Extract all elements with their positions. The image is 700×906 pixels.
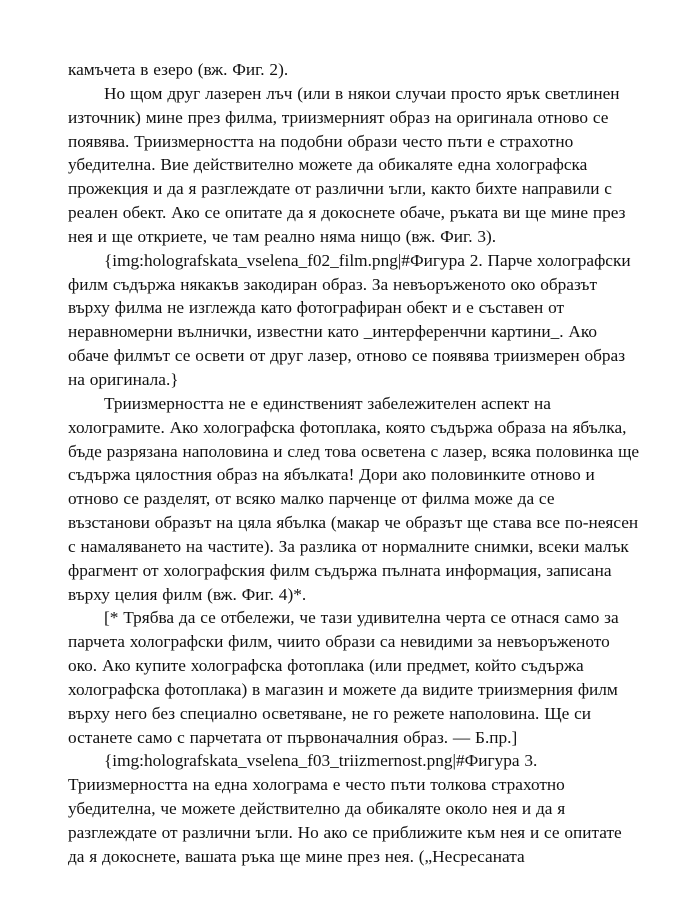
paragraph-hologram-reappears: Но щом друг лазерен лъч (или в някои случаи просто ярък светлинен източник) мине през филма, триизмерният образ на оригинала отново се появява. Триизмерността на подобни образи често пъти е страхотно убедителна. Вие действително можете да обикаляте една холографска прожекция и да я разглеждате от различни ъгли, както бихте направили с реален обект. Ако се опитате да я докоснете обаче, ръката ви ще мине през нея и ще откриете, че там реално няма нищо (вж. Фиг. 3). bbox=[68, 83, 626, 246]
figure-2-caption: {img:holografskata_vselena_f02_film.png|#Фигура 2. Парче холографски филм съдържа някакъв закодиран образ. За невъоръженото око образът върху филма не изглежда като фотографиран обект и е съставен от неравномерни вълнички, известни като _интерференчни картини_. Ако обаче филмът се освети от друг лазер, отново се появява триизмерен образ на оригинала.} bbox=[68, 250, 631, 389]
translator-footnote: [* Трябва да се отбележи, че тази удивителна черта се отнася само за парчета холографски филм, чиито образи са невидими за невъоръженото око. Ако купите холографска фотоплака (или предмет, който съдържа холографска фотоплака) в магазин и можете да видите триизмерния филм върху него без специално осветяване, не го режете наполовина. Ще си останете само с парчетата от първоначалния образ. — Б.пр.] bbox=[68, 608, 619, 747]
paragraph-continuation: камъчета в езеро (вж. Фиг. 2). bbox=[68, 60, 289, 79]
document-page bbox=[68, 58, 640, 869]
figure-3-caption: {img:holografskata_vselena_f03_triizmernost.png|#Фигура 3. Триизмерността на една холограма е често пъти толкова страхотно убедителна, че можете действително да обикаляте около нея и да я разглеждате от различни ъгли. Но ако се приближите към нея и се опитате да я докоснете, вашата ръка ще мине през нея. („Несресаната bbox=[68, 751, 622, 866]
paragraph-hologram-fragments: Триизмерността не е единственият забележителен аспект на холограмите. Ако холографска фотоплака, която съдържа образа на ябълка, бъде разрязана наполовина и след това осветена с лазер, всяка половинка ще съдържа цялостния образ на ябълката! Дори ако половинките отново и отново се разделят, от всяко малко парченце от филма може да се възстанови образът на цяла ябълка (макар че образът ще става все по-неясен с намаляването на частите). За разлика от нормалните снимки, всеки малък фрагмент от холографския филм съдържа пълната информация, записана върху целия филм (вж. Фиг. 4)*. bbox=[68, 393, 640, 604]
